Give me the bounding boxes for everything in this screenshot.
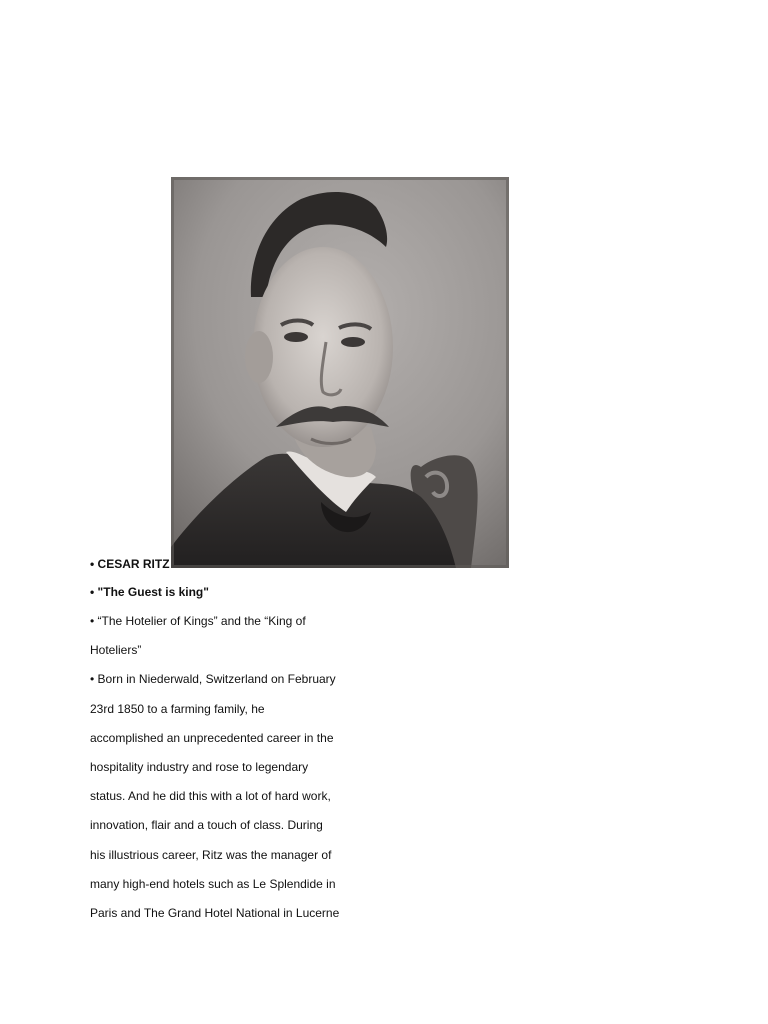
text-line [90,759,390,788]
line-text: Paris and The Grand Hotel National in Lucerne [90,905,340,920]
portrait-photo-icon [171,177,509,568]
motto: "The Guest is king" [97,585,209,599]
text-line [90,642,390,671]
text-line [90,671,390,700]
bullet: • [90,672,95,687]
text-line [90,847,390,876]
text-line [90,701,390,730]
text-line [90,730,390,759]
name-heading-line [90,556,170,572]
line-text: 23rd 1850 to a farming family, he [90,701,265,716]
text-line [90,613,390,642]
text-line [90,876,390,905]
bullet: • [90,614,95,628]
text-line [90,788,390,817]
text-line [90,817,390,846]
line-text: status. And he did this with a lot of hard work, [90,789,331,804]
line-text: innovation, flair and a touch of class. During [90,818,323,833]
line-text: many high-end hotels such as Le Splendide in [90,876,336,891]
bullet: • [90,585,95,599]
line-text: hospitality industry and rose to legendary [90,759,309,774]
line-text: his illustrious career, Ritz was the manager of [90,847,332,862]
text-line [90,905,390,934]
bullet: • [90,557,95,571]
line-text: accomplished an unprecedented career in the [90,730,334,745]
line-text: Hoteliers” [90,643,142,658]
name-heading: CESAR RITZ [97,557,170,571]
heading-row [90,177,509,572]
motto-line [90,584,209,600]
line-text: Born in Niederwald, Switzerland on February [97,672,336,687]
line-text: “The Hotelier of Kings” and the “King of [97,614,306,628]
body-text [90,613,390,934]
